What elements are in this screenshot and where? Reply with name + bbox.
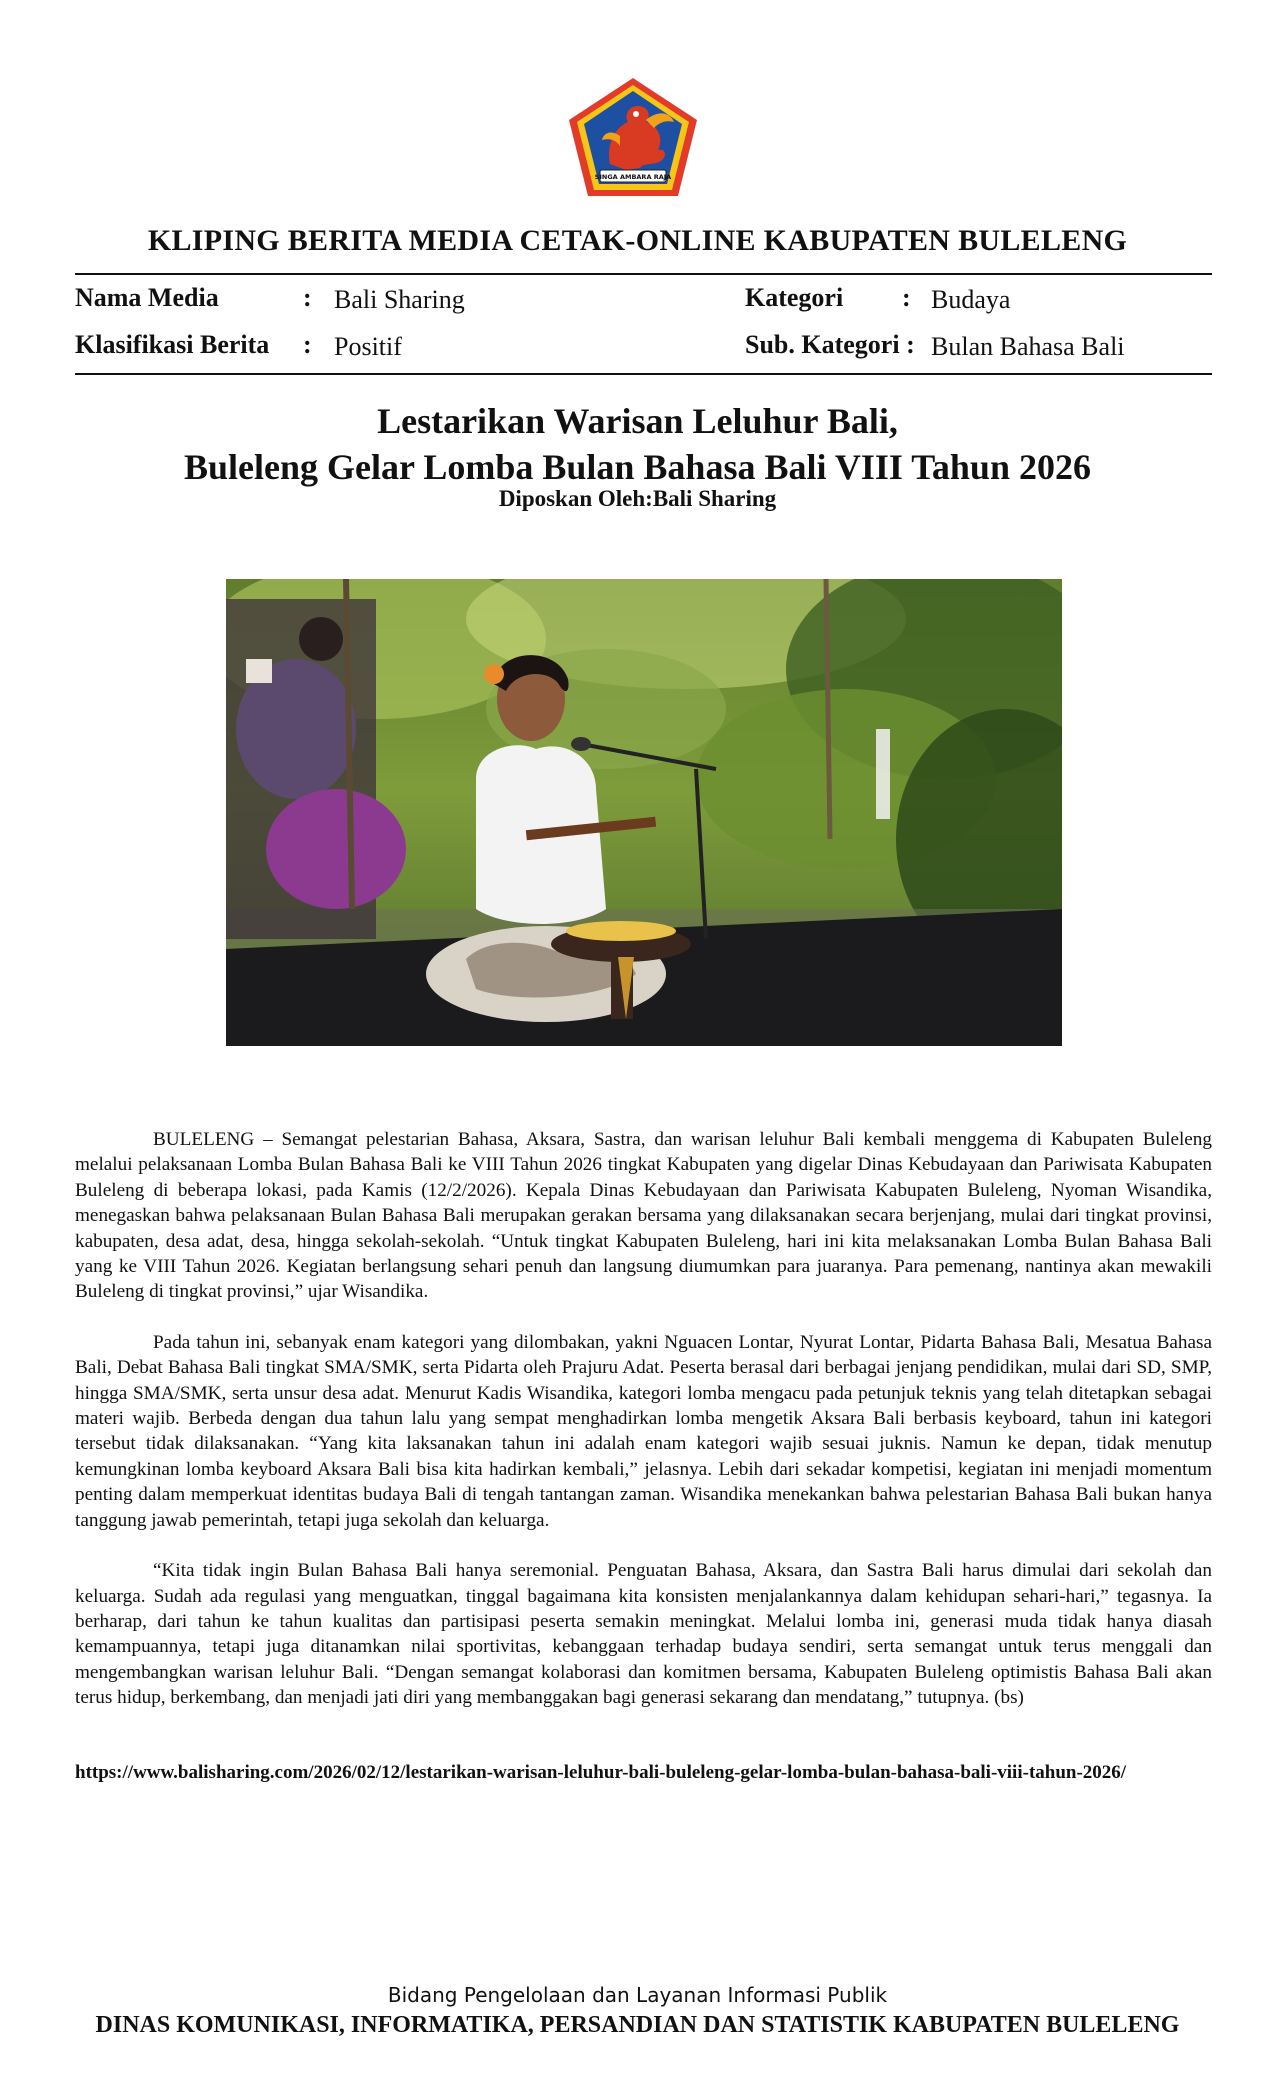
article-title-line2: Buleleng Gelar Lomba Bulan Bahasa Bali VIII Tahun 2026 (184, 447, 1091, 487)
article-paragraph: BULELENG – Semangat pelestarian Bahasa, Aksara, Sastra, dan warisan leluhur Bali kembali menggema di Kabupaten Buleleng melalui pelaksanaan Lomba Bulan Bahasa Bali ke VIII Tahun 2026 tingkat Kabupaten yang digelar Dinas Kebudayaan dan Pariwisata Kabupaten Buleleng di beberapa lokasi, pada Kamis (12/2/2026). Kepala Dinas Kebudayaan dan Pariwisata Kabupaten Buleleng, Nyoman Wisandika, menegaskan bahwa pelaksanaan Bulan Bahasa Bali merupakan gerakan bersama yang dilaksanakan secara berjenjang, mulai dari tingkat provinsi, kabupaten, desa adat, desa, hingga sekolah-sekolah. “Untuk tingkat Kabupaten Buleleng, hari ini kita melaksanakan Lomba Bulan Bahasa Bali yang ke VIII Tahun 2026. Kegiatan berlangsung sehari penuh dan langsung diumumkan para juaranya. Para pemenang, nantinya akan mewakili Buleleng di tingkat provinsi,” ujar Wisandika. (75, 1129, 1212, 1303)
article-photo (226, 579, 1062, 1046)
colon: : (303, 283, 312, 312)
article-title (0, 398, 1275, 490)
subkategori-label: Sub. Kategori : (745, 330, 915, 359)
meta-klasifikasi-row (75, 330, 635, 364)
article-paragraph: “Kita tidak ingin Bulan Bahasa Bali hanya seremonial. Penguatan Bahasa, Aksara, dan Sastra Bali harus dimulai dari sekolah dan keluarga. Sudah ada regulasi yang menguatkan, tinggal bagaimana kita konsisten menjalankannya dalam kehidupan sehari-hari,” tegasnya. Ia berharap, dari tahun ke tahun kualitas dan partisipasi peserta semakin meningkat. Melalui lomba ini, generasi muda tidak hanya diasah kemampuannya, tetapi juga ditanamkan nilai sportivitas, kebanggaan terhadap budaya sendiri, serta semangat untuk terus menggali dan mengembangkan warisan leluhur Bali. “Dengan semangat kolaborasi dan komitmen bersama, Kabupaten Buleleng optimistis Bahasa Bali akan terus hidup, berkembang, dan menjadi jati diri yang membanggakan bagi generasi sekarang dan mendatang,” tutupnya. (bs) (75, 1560, 1212, 1709)
article-byline: Diposkan Oleh:Bali Sharing (498, 486, 777, 511)
meta-media-row (75, 283, 635, 317)
logo-text: SINGA AMBARA RAJA (594, 173, 672, 181)
source-url-link[interactable]: https://www.balisharing.com/2026/02/12/lestarikan-warisan-leluhur-bali-buleleng-gelar-lomba-bulan-bahasa-bali-viii-tahun-2026/ (75, 1762, 1127, 1783)
meta-kategori-row (745, 283, 1212, 317)
klasifikasi-label: Klasifikasi Berita (75, 330, 270, 359)
kategori-value: Budaya (931, 285, 1011, 314)
subkategori-value: Bulan Bahasa Bali (931, 332, 1125, 361)
article-paragraph: Pada tahun ini, sebanyak enam kategori yang dilombakan, yakni Nguacen Lontar, Nyurat Lontar, Pidarta Bahasa Bali, Mesatua Bahasa Bali, Debat Bahasa Bali tingkat SMA/SMK, serta Pidarta oleh Prajuru Adat. Peserta berasal dari berbagai jenjang pendidikan, mulai dari SD, SMP, hingga SMA/SMK, serta unsur desa adat. Menurut Kadis Wisandika, kategori lomba mengacu pada petunjuk teknis yang telah ditetapkan sebagai materi wajib. Berbeda dengan dua tahun lalu yang sempat menghadirkan lomba mengetik Aksara Bali berbasis keyboard, tahun ini kategori tersebut tidak dilaksanakan. “Yang kita laksanakan tahun ini adalah enam kategori wajib sesuai juknis. Namun ke depan, tidak menutup kemungkinan lomba keyboard Aksara Bali bisa kita hadirkan kembali,” jelasnya. Lebih dari sekadar kompetisi, kegiatan ini menjadi momentum penting dalam memperkuat identitas budaya Bali di tengah tantangan zaman. Wisandika menekankan bahwa pelestarian Bahasa Bali bukan hanya tanggung jawab pemerintah, tetapi juga sekolah dan keluarga. (75, 1331, 1212, 1531)
document-header-title: KLIPING BERITA MEDIA CETAK-ONLINE KABUPATEN BULELENG (147, 224, 1128, 257)
colon: : (902, 283, 911, 312)
media-value: Bali Sharing (334, 285, 465, 314)
header-divider-bottom (75, 373, 1212, 375)
colon: : (303, 330, 312, 359)
singa-ambara-raja-logo-icon (566, 76, 700, 200)
article-title-line1: Lestarikan Warisan Leluhur Bali, (377, 401, 898, 441)
footer-department: DINAS KOMUNIKASI, INFORMATIKA, PERSANDIAN DAN STATISTIK KABUPATEN BULELENG (95, 2012, 1180, 2038)
klasifikasi-value: Positif (334, 332, 402, 361)
meta-subkategori-row (745, 330, 1212, 364)
footer-division: Bidang Pengelolaan dan Layanan Informasi Publik (387, 1983, 888, 2007)
article-body (75, 1127, 1212, 1736)
media-label: Nama Media (75, 283, 219, 312)
header-divider-top (75, 273, 1212, 275)
kategori-label: Kategori (745, 283, 844, 312)
